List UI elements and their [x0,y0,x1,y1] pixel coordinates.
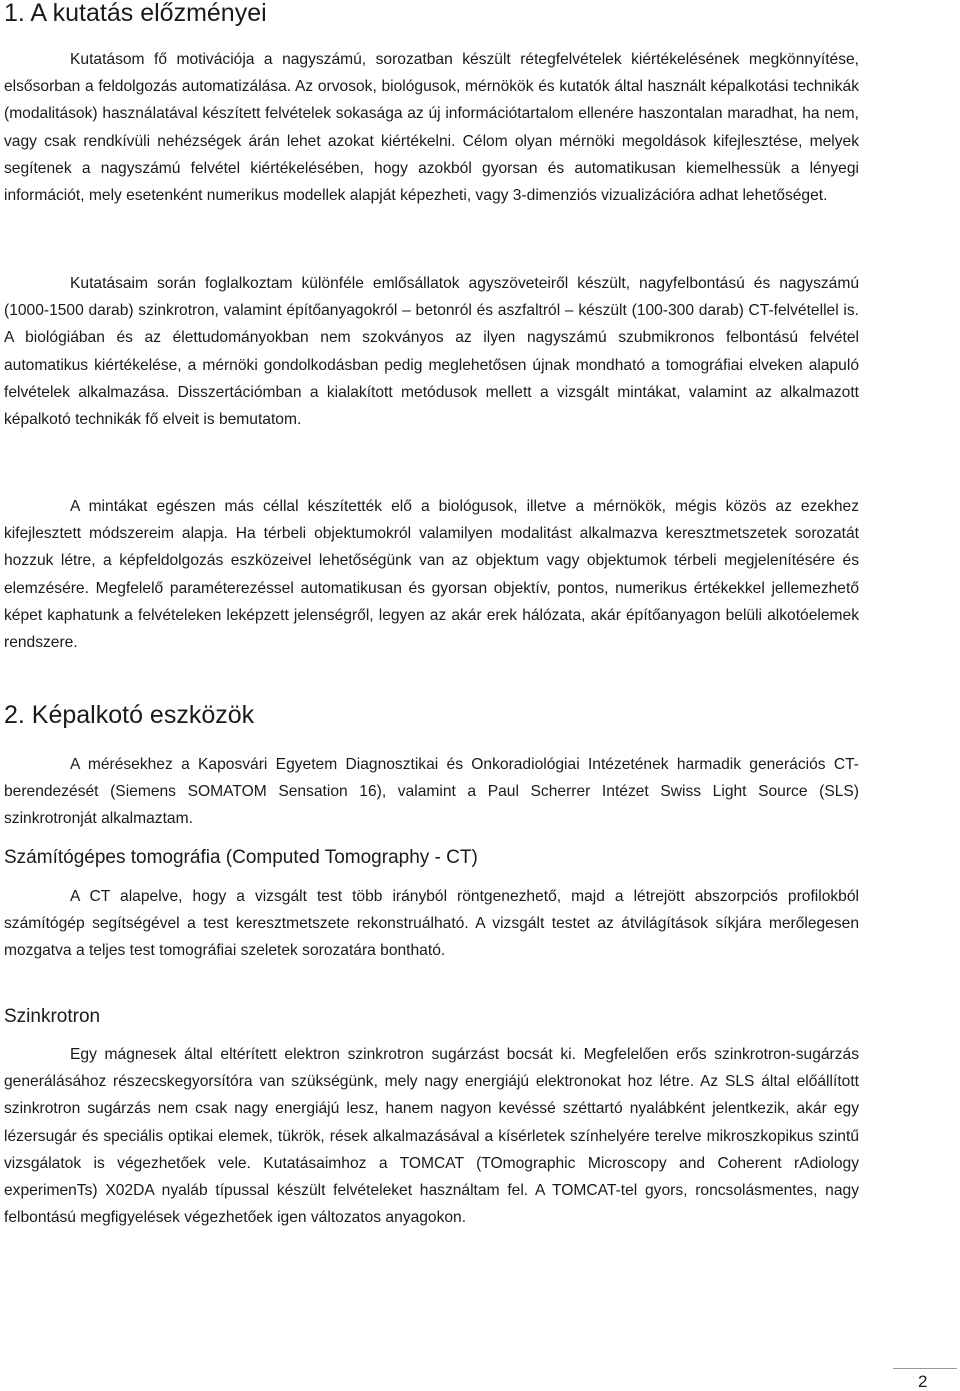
synchrotron-subheading: Szinkrotron [4,1006,101,1027]
section-1-heading: 1. A kutatás előzményei [4,0,267,27]
footer-divider [893,1368,957,1369]
ct-paragraph: A CT alapelve, hogy a vizsgált test több irányból röntgenezhető, majd a létrejött abszorpciós profilokból számítógép segítségével a test keresztmetszete rekonstruálható. A vizsgált testet az átvilágítások síkjára merőlegesen mozgatva a teljes test tomográfiai szeletek sorozatára bontható. [4,888,859,960]
synchrotron-paragraph: Egy mágnesek által eltérített elektron szinkrotron sugárzást bocsát ki. Megfelelően erős szinkrotron-sugárzás generálásához részecskegyorsítóra van szükségünk, mely nagy energiájú elektronokat hoz létre. Az SLS által előállított szinkrotron sugárzás nem csak nagy energiájú lesz, hanem nagyon kevéssé széttartó nyalábként jelentkezik, akár egy lézersugár és speciális optikai elemek, tükrök, rések alkalmazásával a kísérletek színhelyére terelve mikroszkopikus szintű vizsgálatok is végezhetőek vele. Kutatásaimhoz a TOMCAT (TOmographic Microscopy and Coherent rAdiology experimenTs) X02DA nyaláb típussal készült felvételeket használtam fel. A TOMCAT-tel gyors, roncsolásmentes, nagy felbontású megfigyelések végezhetőek igen változatos anyagokon. [4,1046,859,1227]
page-number: 2 [918,1372,928,1391]
section-1-paragraph-3: A mintákat egészen más céllal készítették elő a biológusok, illetve a mérnökök, mégis közös az ezekhez kifejlesztett módszereim alapja. Ha térbeli objektumokról valamilyen modalitást alkalmazva keresztmetszetek sorozatát hozzuk létre, a képfeldolgozás eszközeivel lehetőségünk van az objektum vagy objektumok térbeli megjelenítésére és elemzésére. Megfelelő paraméterezéssel automatikusan és gyorsan objektív, pontos, numerikus értékekkel jellemezhető képet kaphatunk a felvételeken leképzett jelenségről, legyen az akár erek hálózata, akár építőanyagon belüli alkotóelemek rendszere. [4,498,859,652]
section-2-heading: 2. Képalkotó eszközök [4,701,255,729]
section-1-paragraph-1: Kutatásom fő motivációja a nagyszámú, sorozatban készült rétegfelvételek kiértékelésének megkönnyítése, elsősorban a feldolgozás automatizálása. Az orvosok, biológusok, mérnökök és kutatók által használt képalkotási technikák (modalitások) használatával készített felvételek sokasága az új információtartalom ellenére haszontalan maradhat, ha nem, vagy csak rendkívüli nehézségek árán lehet azokat kiértékelni. Célom olyan mérnöki megoldások kifejlesztése, melyek segítenek a nagyszámú felvétel kiértékelésében, hogy azokból gyorsan és automatikusan kiemelhessük a lényegi információt, mely esetenként numerikus modellek alapját képezheti, vagy 3-dimenziós vizualizációra adhat lehetőséget. [4,51,859,205]
section-1-paragraph-2: Kutatásaim során foglalkoztam különféle emlősállatok agyszöveteiről készült, nagyfelbontású és nagyszámú (1000-1500 darab) szinkrotron, valamint építőanyagokról – betonról és aszfaltról – készült (100-300 darab) CT-felvétellel is. A biológiában és az élettudományokban nem szokványos az ilyen nagyszámú szubmikronos felbontású felvétel automatikus kiértékelése, a mérnöki gondolkodásban pedig meglehetősen újnak mondható a tomográfiai elveken alapuló felvételek alkalmazása. Disszertációmban a kialakított metódusok mellett a vizsgált mintákat, valamint az alkalmazott képalkotó technikák fő elveit is bemutatom. [4,275,859,429]
section-2-intro: A mérésekhez a Kaposvári Egyetem Diagnosztikai és Onkoradiológiai Intézetének harmadik generációs CT-berendezését (Siemens SOMATOM Sensation 16), valamint a Paul Scherrer Intézet Swiss Light Source (SLS) szinkrotronját alkalmaztam. [4,756,859,828]
ct-subheading: Számítógépes tomográfia (Computed Tomography - CT) [4,847,478,868]
